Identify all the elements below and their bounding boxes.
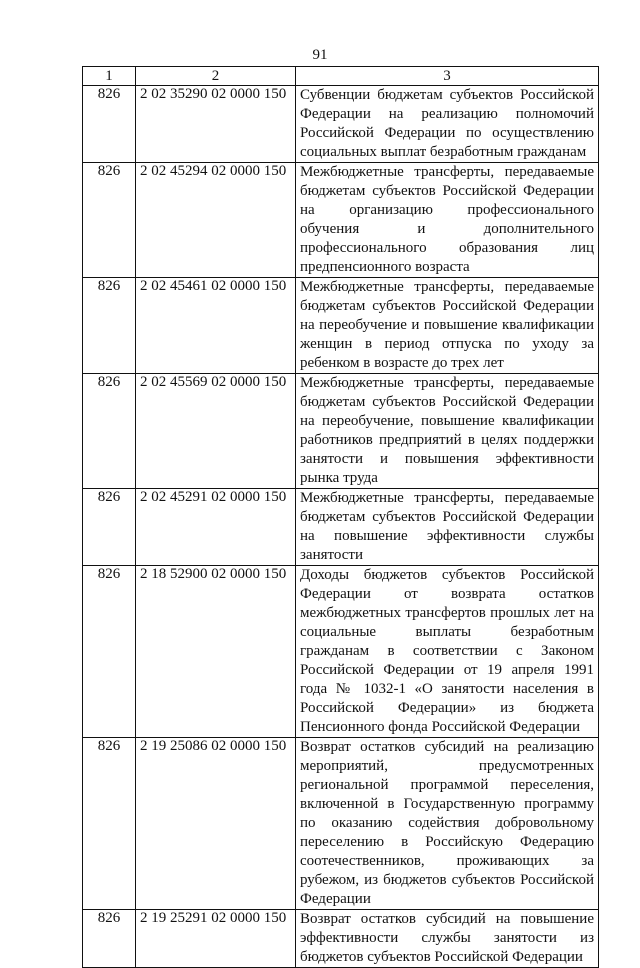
budget-code-cell: 2 02 45461 02 0000 150	[136, 278, 296, 374]
header-cell-3: 3	[296, 67, 599, 86]
description-cell: Межбюджетные трансферты, передаваемые бюджетам субъектов Российской Федерации на организацию профессионального обучения и дополнительного профессионального образования лиц предпенсионного возраста	[296, 163, 599, 278]
admin-code-cell: 826	[83, 374, 136, 489]
admin-code-cell: 826	[83, 278, 136, 374]
budget-code-cell: 2 02 45294 02 0000 150	[136, 163, 296, 278]
table-row	[83, 278, 599, 374]
description-cell: Межбюджетные трансферты, передаваемые бюджетам субъектов Российской Федерации на повышение эффективности службы занятости	[296, 489, 599, 566]
table-row	[83, 374, 599, 489]
table-row	[83, 738, 599, 910]
budget-code-cell: 2 02 45291 02 0000 150	[136, 489, 296, 566]
table-row	[83, 163, 599, 278]
budget-code-cell: 2 02 35290 02 0000 150	[136, 86, 296, 163]
description-cell: Возврат остатков субсидий на реализацию мероприятий, предусмотренных региональной программой переселения, включенной в Государственную программу по оказанию содействия добровольному переселению в Российскую Федерацию соотечественников, проживающих за рубежом, из бюджетов субъектов Российской Федерации	[296, 738, 599, 910]
budget-code-cell: 2 18 52900 02 0000 150	[136, 566, 296, 738]
table-header-row	[83, 67, 599, 86]
budget-codes-table	[82, 66, 599, 968]
table-row	[83, 566, 599, 738]
description-cell: Возврат остатков субсидий на повышение эффективности службы занятости из бюджетов субъектов Российской Федерации	[296, 910, 599, 968]
admin-code-cell: 826	[83, 86, 136, 163]
budget-code-cell: 2 02 45569 02 0000 150	[136, 374, 296, 489]
admin-code-cell: 826	[83, 489, 136, 566]
table-row	[83, 910, 599, 968]
description-cell: Доходы бюджетов субъектов Российской Федерации от возврата остатков межбюджетных трансфертов прошлых лет на социальные выплаты безработным гражданам в соответствии с Законом Российской Федерации от 19 апреля 1991 года № 1032-1 «О занятости населения в Российской Федерации» из бюджета Пенсионного фонда Российской Федерации	[296, 566, 599, 738]
description-cell: Межбюджетные трансферты, передаваемые бюджетам субъектов Российской Федерации на переобучение, повышение квалификации работников предприятий в целях поддержки занятости и повышения эффективности рынка труда	[296, 374, 599, 489]
header-cell-2: 2	[136, 67, 296, 86]
header-cell-1: 1	[83, 67, 136, 86]
description-cell: Межбюджетные трансферты, передаваемые бюджетам субъектов Российской Федерации на переобучение и повышение квалификации женщин в период отпуска по уходу за ребенком в возрасте до трех лет	[296, 278, 599, 374]
budget-code-cell: 2 19 25086 02 0000 150	[136, 738, 296, 910]
admin-code-cell: 826	[83, 910, 136, 968]
table-row	[83, 86, 599, 163]
admin-code-cell: 826	[83, 163, 136, 278]
table-row	[83, 489, 599, 566]
description-cell: Субвенции бюджетам субъектов Российской Федерации на реализацию полномочий Российской Федерации по осуществлению социальных выплат безработным гражданам	[296, 86, 599, 163]
page-number: 91	[312, 47, 328, 63]
admin-code-cell: 826	[83, 738, 136, 910]
budget-code-cell: 2 19 25291 02 0000 150	[136, 910, 296, 968]
admin-code-cell: 826	[83, 566, 136, 738]
